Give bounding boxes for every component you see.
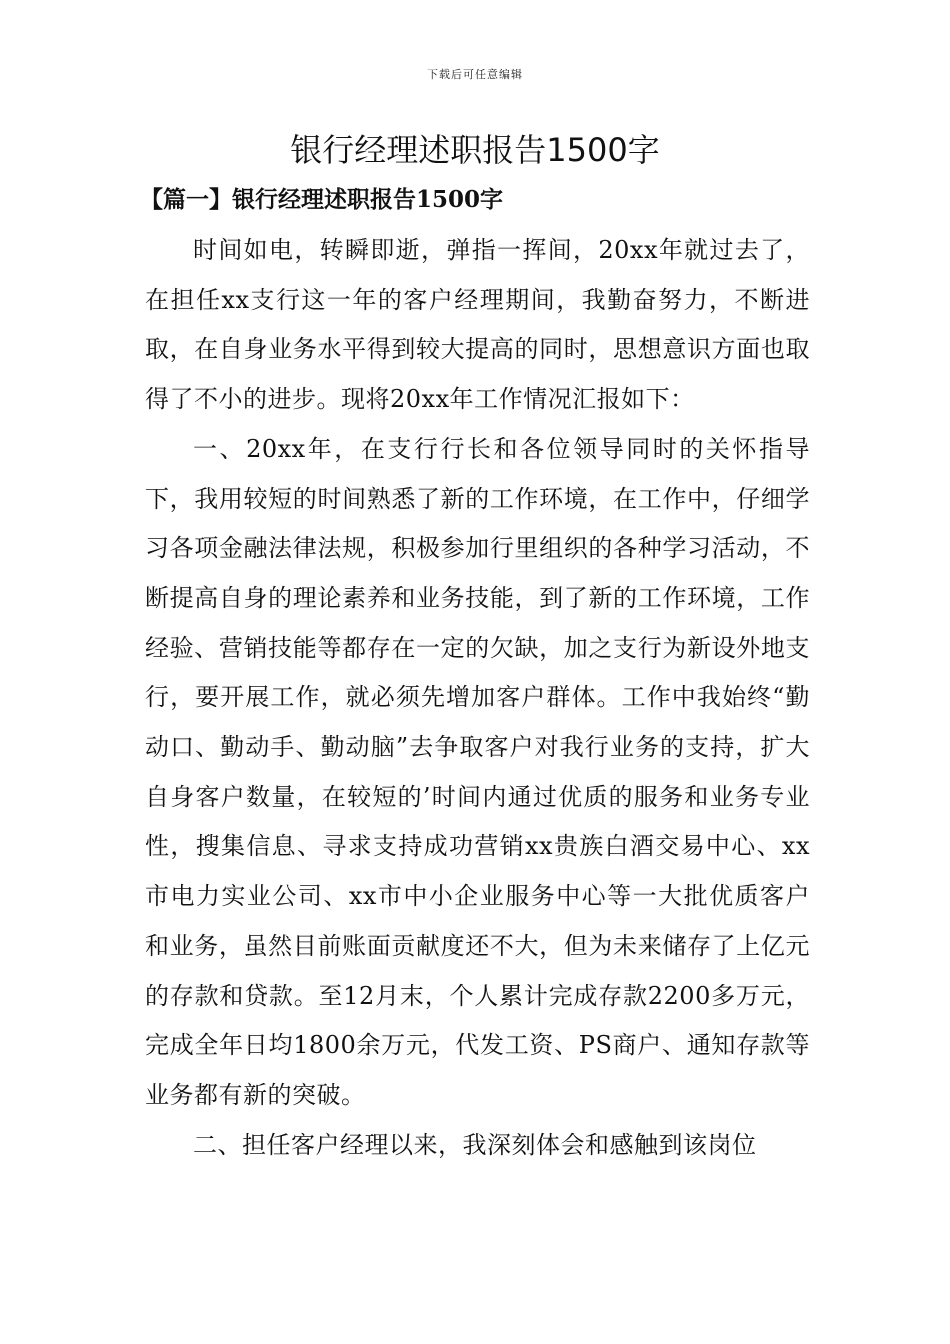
header-note: 下载后可任意编辑: [427, 68, 523, 81]
section-heading: 【篇一】银行经理述职报告1500字: [140, 186, 504, 213]
paragraph-point-one: 一、20xx年，在支行行长和各位领导同时的关怀指导下，我用较短的时间熟悉了新的工作环境，在工作中，仔细学习各项金融法律法规，积极参加行里组织的各种学习活动，不断提高自身的理论素养和业务技能，到了新的工作环境，工作经验、营销技能等都存在一定的欠缺，加之支行为新设外地支行，要开展工作，就必须先增加客户群体。工作中我始终“勤动口、勤动手、勤动脑”去争取客户对我行业务的支持，扩大自身客户数量，在较短的’时间内通过优质的服务和业务专业性，搜集信息、寻求支持成功营销xx贵族白酒交易中心、xx市电力实业公司、xx市中小企业服务中心等一大批优质客户和业务，虽然目前账面贡献度还不大，但为未来储存了上亿元的存款和贷款。至12月末，个人累计完成存款2200多万元，完成全年日均1800余万元，代发工资、PS商户、通知存款等业务都有新的突破。: [145, 434, 810, 1109]
paragraph-intro: 时间如电，转瞬即逝，弹指一挥间，20xx年就过去了，在担任xx支行这一年的客户经理期间，我勤奋努力，不断进取，在自身业务水平得到较大提高的同时，思想意识方面也取得了不小的进步。现将20xx年工作情况汇报如下：: [145, 236, 810, 414]
body-text: [145, 226, 810, 1170]
document-title: 银行经理述职报告1500字: [290, 131, 660, 169]
paragraph-point-two: 二、担任客户经理以来，我深刻体会和感触到该岗位: [193, 1130, 757, 1159]
